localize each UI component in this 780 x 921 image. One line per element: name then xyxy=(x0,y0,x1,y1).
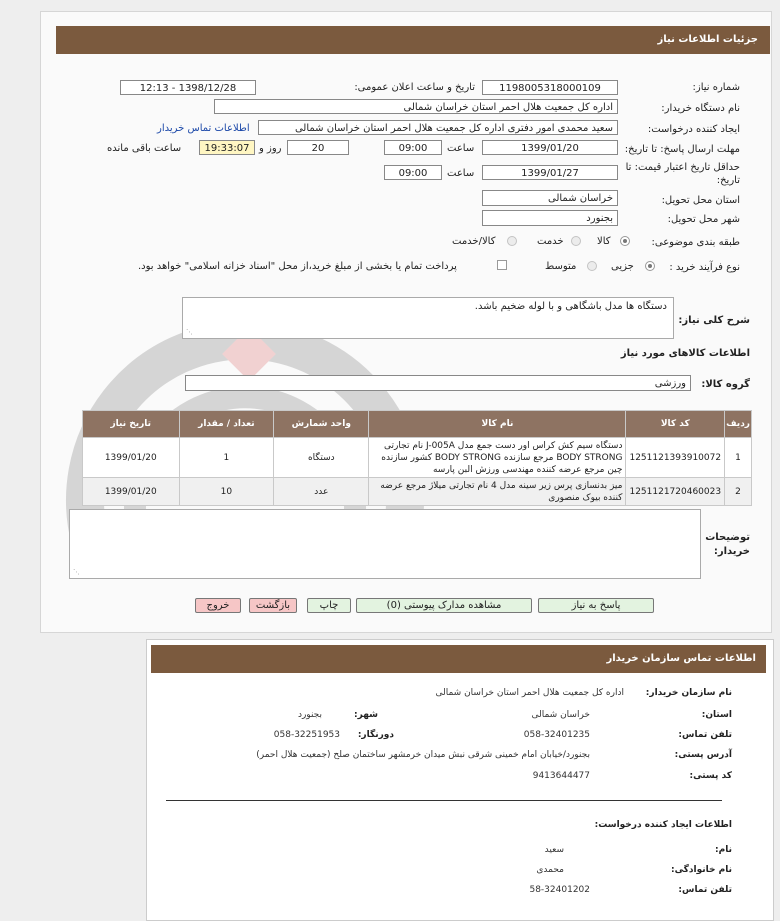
category-both-radio[interactable] xyxy=(507,236,517,246)
process-partial-radio[interactable] xyxy=(645,261,655,271)
cell-name: دستگاه سیم کش کراس اور دست جمع مدل J-005A نام تجارتی BODY STRONG مرجع سازنده BODY STRONG کشور سازنده چین مرجع عرضه کننده مهندسی ورزش البن پارسه xyxy=(369,438,626,478)
table-row[interactable] xyxy=(83,478,752,506)
attachments-button[interactable]: مشاهده مدارک پیوستی (0) xyxy=(356,598,532,613)
creator-phone-label: تلفن تماس: xyxy=(678,885,732,895)
deadline-date-field: 1399/01/20 xyxy=(482,140,618,155)
creator-family-label: نام خانوادگی: xyxy=(670,865,732,875)
cell-row: 1 xyxy=(725,438,752,478)
group-field: ورزشی xyxy=(185,375,691,391)
remaining-time-field: 19:33:07 xyxy=(199,140,255,155)
cell-date: 1399/01/20 xyxy=(83,478,180,506)
days-left-field: 20 xyxy=(287,140,349,155)
col-code: کد کالا xyxy=(626,411,725,438)
category-both-label: کالا/خدمت xyxy=(452,236,496,247)
validity-time-field: 09:00 xyxy=(384,165,442,180)
contact-province-label: استان: xyxy=(701,710,732,720)
cell-name: میز بدنسازی پرس زیر سینه مدل 4 نام تجارتی میلاژ مرجع عرضه کننده بیوک منصوری xyxy=(369,478,626,506)
process-medium-radio[interactable] xyxy=(587,261,597,271)
resize-grip-icon[interactable]: ⋰ xyxy=(73,568,80,576)
contact-org-value: اداره کل جمعیت هلال احمر استان خراسان شمالی xyxy=(435,688,624,698)
contact-org-label: نام سازمان خریدار: xyxy=(645,688,732,698)
goods-info-title: اطلاعات کالاهای مورد نیاز xyxy=(620,348,750,359)
validity-date-field: 1399/01/27 xyxy=(482,165,618,180)
cell-row: 2 xyxy=(725,478,752,506)
cell-code: 1251121393910072 xyxy=(626,438,725,478)
validity-label: حداقل تاریخ اعتبار قیمت: تا xyxy=(625,162,740,173)
treasury-checkbox[interactable] xyxy=(497,260,507,270)
need-number-label: شماره نیاز: xyxy=(692,82,740,93)
buyer-field: اداره کل جمعیت هلال احمر استان خراسان شمالی xyxy=(214,99,618,114)
buyer-notes-label: توضیحات xyxy=(705,532,750,543)
contact-phone-label: تلفن تماس: xyxy=(678,730,732,740)
back-button[interactable]: بازگشت xyxy=(249,598,297,613)
contact-fax-value: 058-32251953 xyxy=(273,730,340,740)
col-qty: تعداد / مقدار xyxy=(179,411,274,438)
process-partial-label: جزیی xyxy=(611,261,634,272)
category-service-radio[interactable] xyxy=(571,236,581,246)
table-row[interactable] xyxy=(83,438,752,478)
contact-postal-value: 9413644477 xyxy=(532,771,590,781)
province-label: استان محل تحویل: xyxy=(661,195,740,206)
creator-phone-value: 58-32401202 xyxy=(529,885,590,895)
category-label: طبقه بندی موضوعی: xyxy=(651,237,740,248)
contact-address-label: آدرس پستی: xyxy=(674,750,732,760)
contact-address-value: بجنورد/خیابان امام خمینی شرقی نبش میدان خرمشهر ساختمان صلح (جمعیت هلال احمر) xyxy=(256,750,590,760)
announce-label: تاریخ و ساعت اعلان عمومی: xyxy=(354,82,475,93)
description-textarea[interactable] xyxy=(182,297,674,339)
contact-province-value: خراسان شمالی xyxy=(531,710,590,720)
creator-name-value: سعید xyxy=(544,845,564,855)
contact-panel-title: اطلاعات تماس سازمان خریدار xyxy=(151,645,766,673)
print-button[interactable]: چاپ xyxy=(307,598,351,613)
remaining-label: ساعت باقی مانده xyxy=(107,143,182,154)
creator-name-label: نام: xyxy=(715,845,732,855)
process-label: نوع فرآیند خرید : xyxy=(669,262,740,273)
group-label: گروه کالا: xyxy=(701,379,750,390)
exit-button[interactable]: خروج xyxy=(195,598,241,613)
reply-button[interactable]: پاسخ به نیاز xyxy=(538,598,654,613)
description-text: دستگاه ها مدل باشگاهی و با لوله ضخیم باشد. xyxy=(474,301,667,312)
page-title: جزئیات اطلاعات نیاز xyxy=(56,26,770,54)
cell-unit: دستگاه xyxy=(274,438,369,478)
cell-code: 1251121720460023 xyxy=(626,478,725,506)
contact-divider xyxy=(166,800,722,801)
buyer-contact-panel xyxy=(146,639,774,921)
buyer-label: نام دستگاه خریدار: xyxy=(661,103,740,114)
validity-label-2: تاریخ: xyxy=(716,175,740,186)
city-label: شهر محل تحویل: xyxy=(667,214,740,225)
description-label: شرح کلی نیاز: xyxy=(678,315,750,326)
category-goods-label: کالا xyxy=(597,236,611,247)
announce-field: 1398/12/28 - 12:13 xyxy=(120,80,256,95)
contact-postal-label: کد پستی: xyxy=(689,771,732,781)
category-service-label: خدمت xyxy=(537,236,564,247)
deadline-label: مهلت ارسال پاسخ: تا تاریخ: xyxy=(624,144,740,155)
creator-label: ایجاد کننده درخواست: xyxy=(647,124,740,135)
col-row: ردیف xyxy=(725,411,752,438)
col-unit: واحد شمارش xyxy=(274,411,369,438)
validity-time-label: ساعت xyxy=(447,168,475,179)
table-header-row xyxy=(83,411,752,438)
cell-date: 1399/01/20 xyxy=(83,438,180,478)
province-field: خراسان شمالی xyxy=(482,190,618,206)
contact-city-value: بجنورد xyxy=(297,710,322,720)
buyer-notes-label-2: خریدار: xyxy=(713,546,750,557)
buyer-contact-link[interactable]: اطلاعات تماس خریدار xyxy=(157,123,250,134)
city-field: بجنورد xyxy=(482,210,618,226)
col-date: تاریخ نیاز xyxy=(83,411,180,438)
category-goods-radio[interactable] xyxy=(620,236,630,246)
need-number-field: 1198005318000109 xyxy=(482,80,618,95)
contact-fax-label: دورنگار: xyxy=(357,730,394,740)
payment-note: پرداخت تمام یا بخشی از مبلغ خرید،از محل "اسناد خزانه اسلامی" خواهد بود. xyxy=(138,261,457,272)
contact-city-label: شهر: xyxy=(354,710,378,720)
cell-unit: عدد xyxy=(274,478,369,506)
contact-phone-value: 058-32401235 xyxy=(523,730,590,740)
creator-info-title: اطلاعات ایجاد کننده درخواست: xyxy=(594,820,732,830)
buyer-notes-textarea[interactable] xyxy=(69,509,701,579)
days-label: روز و xyxy=(259,143,282,154)
creator-field: سعید محمدی امور دفتری اداره کل جمعیت هلال احمر استان خراسان شمالی xyxy=(258,120,618,135)
cell-qty: 1 xyxy=(179,438,274,478)
cell-qty: 10 xyxy=(179,478,274,506)
resize-grip-icon[interactable]: ⋰ xyxy=(186,328,193,336)
creator-family-value: محمدی xyxy=(536,865,564,875)
deadline-time-label: ساعت xyxy=(447,143,475,154)
col-name: نام کالا xyxy=(369,411,626,438)
goods-table xyxy=(82,410,752,506)
process-medium-label: متوسط xyxy=(545,261,577,272)
deadline-time-field: 09:00 xyxy=(384,140,442,155)
